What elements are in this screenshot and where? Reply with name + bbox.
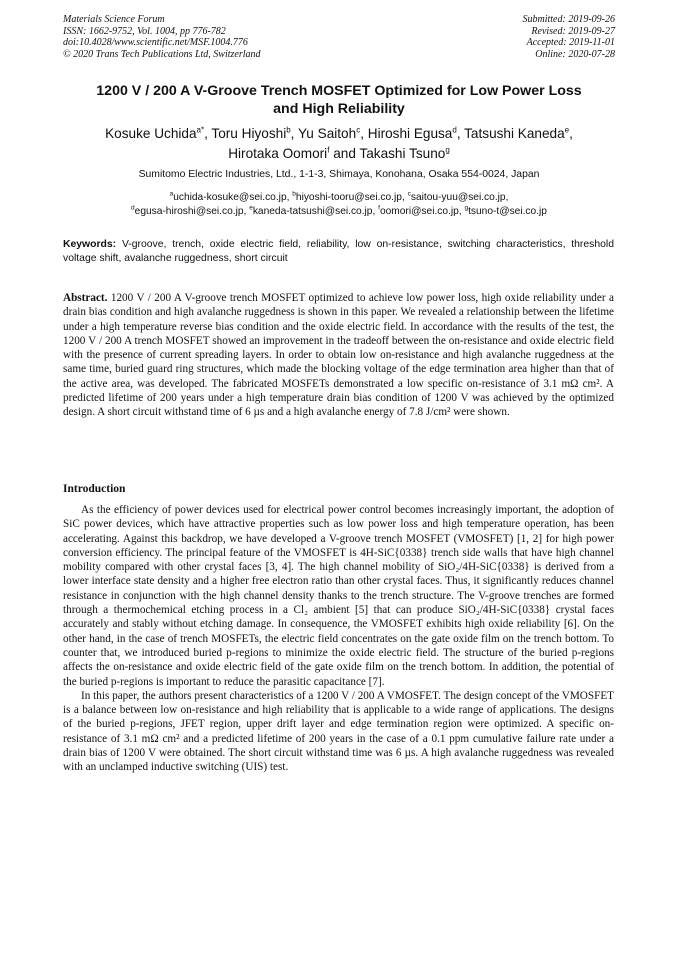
email-link[interactable]: kaneda-tatsushi@sei.co.jp, (252, 206, 379, 217)
journal-name: Materials Science Forum (63, 14, 165, 25)
paper-title (60, 82, 618, 118)
affiliation: Sumitomo Electric Industries, Ltd., 1-1-3, Shimaya, Konohana, Osaka 554-0024, Japan (138, 169, 540, 180)
email-link[interactable]: egusa-hiroshi@sei.co.jp, (134, 206, 250, 217)
section-heading-introduction: Introduction (63, 483, 126, 495)
author-list (58, 124, 620, 164)
email-link[interactable]: tsuno-t@sei.co.jp (468, 206, 547, 217)
abstract (63, 291, 614, 420)
date-revised: Revised: 2019-09-27 (531, 25, 615, 37)
author: Hiroshi Egusa$^d$, (367, 125, 465, 141)
introduction-body (63, 503, 614, 775)
email-link[interactable]: uchida-kosuke@sei.co.jp, (173, 192, 293, 203)
journal-copyright: © 2020 Trans Tech Publications Ltd, Switzerland (63, 48, 261, 60)
keywords-text: V-groove, trench, oxide electric field, reliability, low on-resistance, switching characteristics, threshold voltage shift, avalanche ruggedness, short circuit (63, 239, 615, 264)
author: Takashi Tsuno$^g$ (359, 145, 450, 161)
email-link[interactable]: hiyoshi-tooru@sei.co.jp, (295, 192, 408, 203)
email-link[interactable]: oomori@sei.co.jp, (379, 206, 465, 217)
email-line: $^a$uchida-kosuke@sei.co.jp, $^b$hiyoshi-tooru@sei.co.jp, $^c$saitou-yuu@sei.co.jp, (169, 190, 509, 203)
email-list (58, 191, 620, 219)
author: Tatsushi Kaneda$^e$, (464, 125, 573, 141)
author: Kosuke Uchida$^{a*}$, (105, 125, 212, 141)
date-accepted: Accepted: 2019-11-01 (526, 37, 615, 48)
journal-issn: ISSN: 1662-9752, Vol. 1004, pp 776-782 (63, 25, 226, 37)
abstract-label: Abstract. (63, 292, 108, 304)
author: Toru Hiyoshi$^b$, (211, 125, 298, 141)
journal-header-left (63, 14, 261, 60)
author: Hirotaka Oomori$^f$ and (228, 145, 360, 161)
keywords-label: Keywords: (63, 239, 117, 250)
journal-doi: doi:10.4028/www.scientific.net/MSF.1004.776 (63, 37, 248, 48)
email-link[interactable]: saitou-yuu@sei.co.jp, (410, 192, 509, 203)
paragraph: As the efficiency of power devices used for electrical power control becomes increasingly important, the adoption of SiC power devices, which have attractive properties such as low power loss and high temperature operation, has been accelerating. Against this backdrop, we have developed a V-groove trench MOSFET (VMOSFET) [1, 2] for high power conversion efficiency. The principal feature of the VMOSFET is 4H-SiC{0338} trench side walls that have high channel mobility compared with other crystal faces [3, 4]. The high channel mobility of SiO₂/4H-SiC{0338} is derived from a lower interface state density and a higher free electron ratio than other crystal faces. Thus, it significantly reduces channel resistance in conjunction with the high channel density thanks to the trench structure. The V-groove trenches are formed through a thermochemical etching process in a Cl₂ ambient [5] that can produce SiO₂/4H-SiC{0338} crystal faces accurately and stably without etching damage. In consequence, the VMOSFET exhibits high oxide reliability [6]. On the other hand, in the case of trench MOSFETs, the electric field concentrates on the gate oxide film on the trench bottom. To counter that, we introduced buried p-regions to minimize the oxide electric field. The structure of the buried p-regions affects the on-resistance and oxide electric field of the gate oxide film on the trench bottom. In addition, the potential of the buried p-regions is important to reduce the parasitic capacitance [7]. (63, 504, 614, 688)
date-submitted: Submitted: 2019-09-26 (522, 14, 615, 25)
paragraph: In this paper, the authors present characteristics of a 1200 V / 200 A VMOSFET. The design concept of the VMOSFET is a balance between low on-resistance and high reliability that is applicable to a wide range of applications. The designs of the buried p-regions, JFET region, upper drift layer and edge termination region were optimized. A specific on-resistance of 3.1 mΩ cm² and a predicted lifetime of 200 years in the case of a 0.1 ppm cumulative failure rate under a drain bias of 1200 V were obtained. The short circuit withstand time was 6 µs. A high avalanche ruggedness was revealed with an unclamped inductive switching (UIS) test. (63, 689, 614, 774)
abstract-text: 1200 V / 200 A V-groove trench MOSFET optimized to achieve low power loss, high oxide reliability under a drain bias condition and high avalanche ruggedness is shown in this paper. We revealed a relationship between the lifetime under a high temperature reverse bias condition and the oxide electric field. In accordance with the results of the test, the 1200 V / 200 A trench MOSFET showed an improvement in the tradeoff between the on-resistance and oxide electric field with the presence of current spreading layers. In order to obtain low on-resistance and high avalanche ruggedness at the same time, buried guard ring structures, which made the blocking voltage of the edge termination area higher than that of the active area, was developed. The fabricated MOSFETs demonstrated a low specific on-resistance of 3.1 mΩ cm². A predicted lifetime of 200 years under a high temperature drain bias condition of 1200 V was achieved by the optimized design. A short circuit withstand time of 6 µs and a high avalanche energy of 7.8 J/cm² were shown. (63, 292, 614, 419)
email-line: $^d$egusa-hiroshi@sei.co.jp, $^e$kaneda-tatsushi@sei.co.jp, $^f$oomori@sei.co.jp, $^g$tsuno-t@sei.co.jp (131, 204, 547, 217)
title-line: 1200 V / 200 A V-Groove Trench MOSFET Optimized for Low Power Loss (96, 83, 582, 99)
keywords (63, 238, 614, 266)
title-line: and High Reliability (273, 101, 405, 117)
author: Yu Saitoh$^c$, (297, 125, 368, 141)
journal-header-right (523, 14, 616, 60)
date-online: Online: 2020-07-28 (535, 48, 615, 60)
